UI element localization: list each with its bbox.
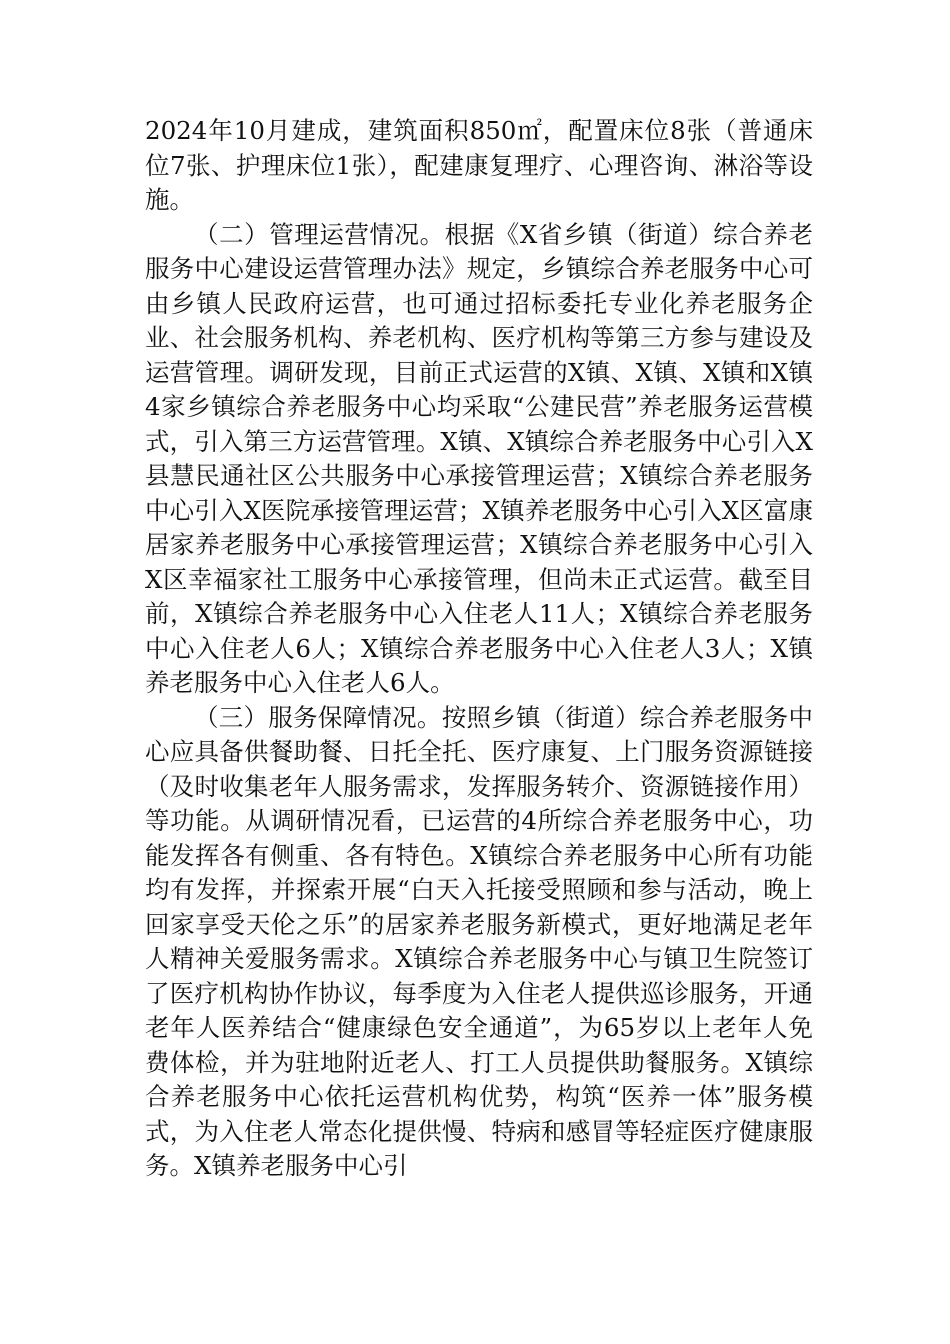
paragraph-management-operation: （二）管理运营情况。根据《X省乡镇（街道）综合养老服务中心建设运营管理办法》规定，乡镇综合养老服务中心可由乡镇人民政府运营，也可通过招标委托专业化养老服务企业、社会服务机构、养老机构、医疗机构等第三方参与建设及运营管理。调研发现，目前正式运营的X镇、X镇、X镇和X镇4家乡镇综合养老服务中心均采取“公建民营”养老服务运营模式，引入第三方运营管理。X镇、X镇综合养老服务中心引入X县慧民通社区公共服务中心承接管理运营；X镇综合养老服务中心引入X医院承接管理运营；X镇养老服务中心引入X区富康居家养老服务中心承接管理运营；X镇综合养老服务中心引入X区幸福家社工服务中心承接管理，但尚未正式运营。截至目前，X镇综合养老服务中心入住老人11人；X镇综合养老服务中心入住老人6人；X镇综合养老服务中心入住老人3人；X镇养老服务中心入住老人6人。 (145, 219, 813, 697)
paragraph-continuation: 2024年10月建成，建筑面积850㎡，配置床位8张（普通床位7张、护理床位1张），配建康复理疗、心理咨询、淋浴等设施。 (145, 116, 813, 214)
paragraph-service-guarantee: （三）服务保障情况。按照乡镇（街道）综合养老服务中心应具备供餐助餐、日托全托、医疗康复、上门服务资源链接（及时收集老年人服务需求，发挥服务转介、资源链接作用）等功能。从调研情况看，已运营的4所综合养老服务中心，功能发挥各有侧重、各有特色。X镇综合养老服务中心所有功能均有发挥，并探索开展“白天入托接受照顾和参与活动，晚上回家享受天伦之乐”的居家养老服务新模式，更好地满足老年人精神关爱服务需求。X镇综合养老服务中心与镇卫生院签订了医疗机构协作协议，每季度为入住老人提供巡诊服务，开通老年人医养结合“健康绿色安全通道”，为65岁以上老年人免费体检，并为驻地附近老人、打工人员提供助餐服务。X镇综合养老服务中心依托运营机构优势，构筑“医养一体”服务模式，为入住老人常态化提供慢、特病和感冒等轻症医疗健康服务。X镇养老服务中心引 (145, 702, 813, 1180)
document-body (145, 114, 813, 1184)
